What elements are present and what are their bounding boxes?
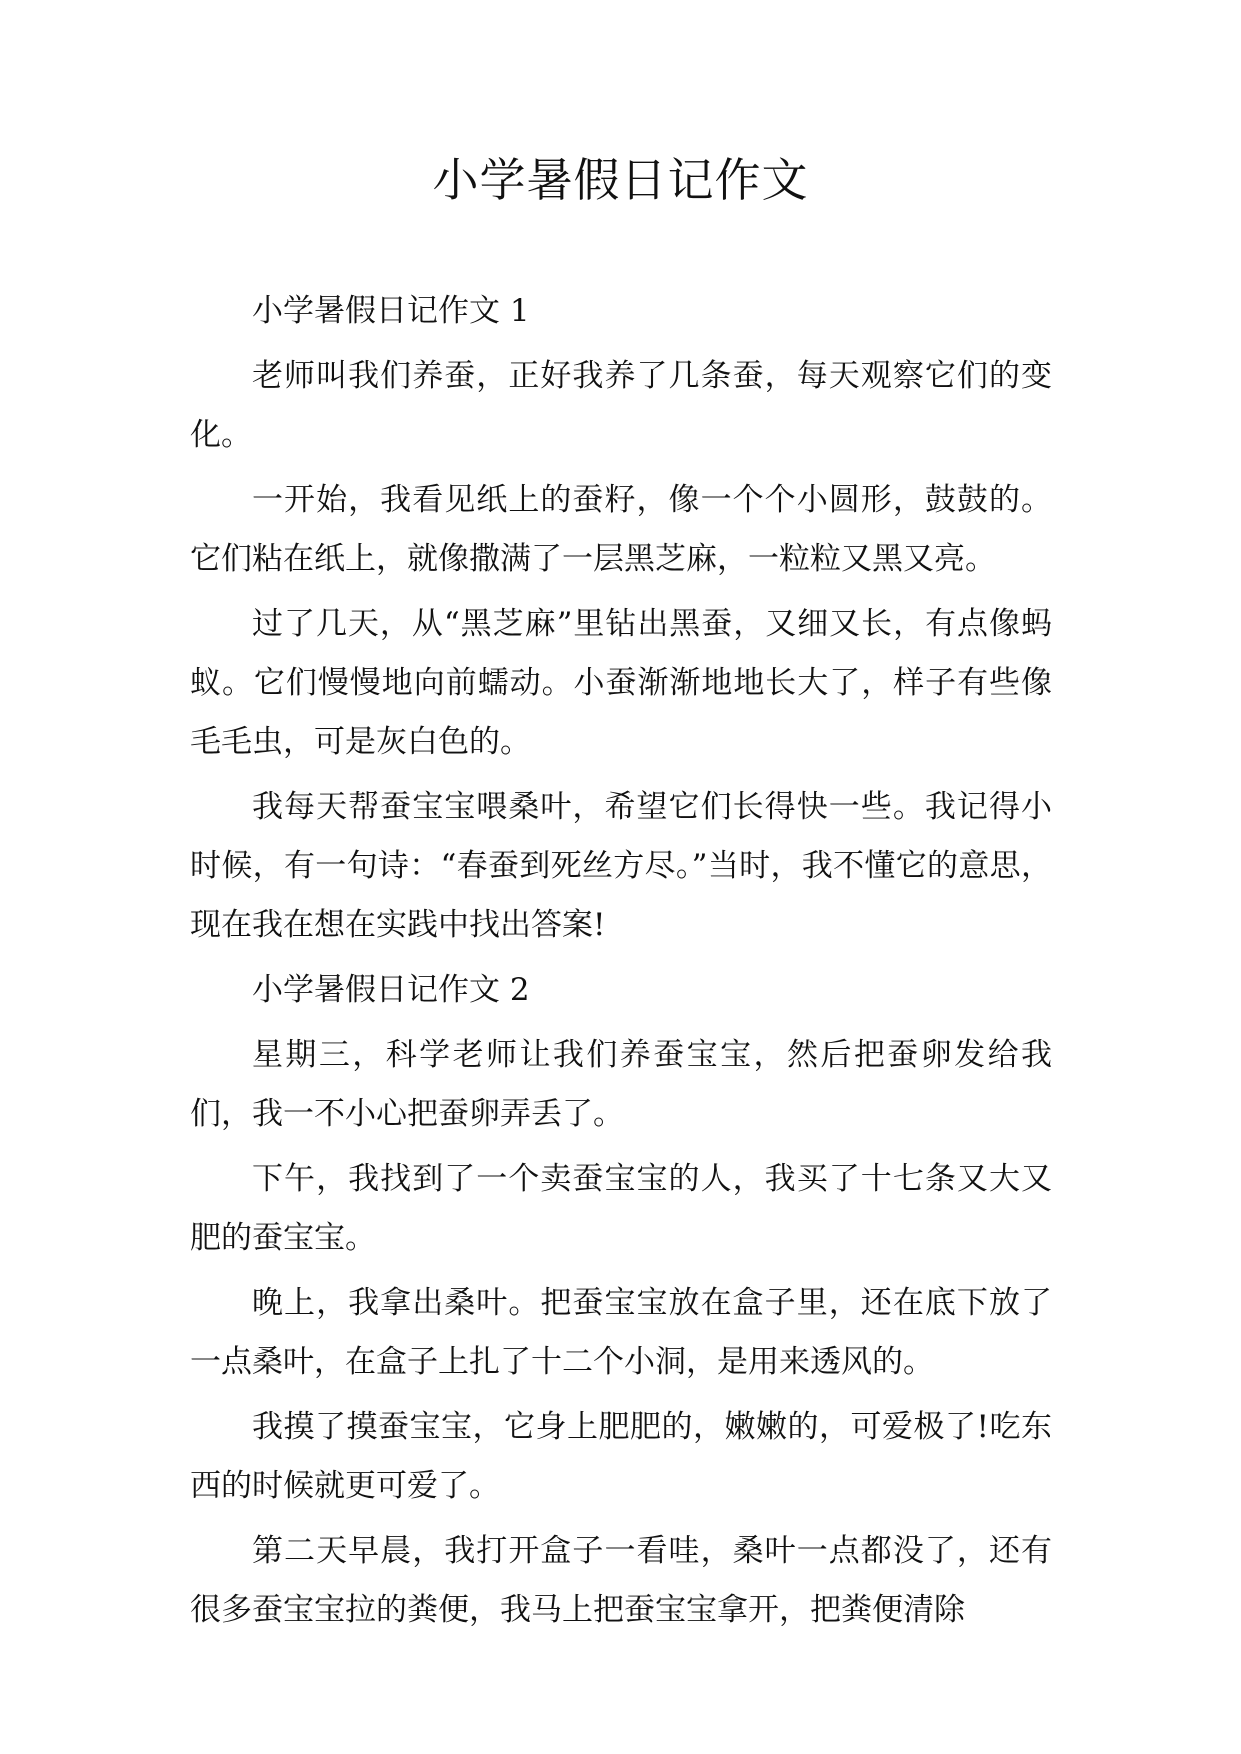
paragraph: 过了几天，从“黑芝麻”里钻出黑蚕，又细又长，有点像蚂蚁。它们慢慢地向前蠕动。小蚕渐渐地地长大了，样子有些像毛毛虫，可是灰白色的。	[190, 606, 1052, 760]
paragraph: 晚上，我拿出桑叶。把蚕宝宝放在盒子里，还在底下放了一点桑叶，在盒子上扎了十二个小洞，是用来透风的。	[190, 1285, 1052, 1380]
paragraph: 老师叫我们养蚕，正好我养了几条蚕，每天观察它们的变化。	[190, 358, 1052, 453]
paragraph: 我摸了摸蚕宝宝，它身上肥肥的，嫩嫩的，可爱极了!吃东西的时候就更可爱了。	[190, 1409, 1052, 1504]
paragraph: 一开始，我看见纸上的蚕籽，像一个个小圆形，鼓鼓的。它们粘在纸上，就像撒满了一层黑芝麻，一粒粒又黑又亮。	[190, 482, 1052, 577]
paragraph: 第二天早晨，我打开盒子一看哇，桑叶一点都没了，还有很多蚕宝宝拉的粪便，我马上把蚕宝宝拿开，把粪便清除	[190, 1533, 1052, 1628]
document-body	[190, 282, 1052, 1646]
section-heading-2: 小学暑假日记作文 2	[252, 972, 530, 1008]
section-heading-1: 小学暑假日记作文 1	[252, 293, 530, 329]
paragraph: 我每天帮蚕宝宝喂桑叶，希望它们长得快一些。我记得小时候，有一句诗：“春蚕到死丝方尽。”当时，我不懂它的意思，现在我在想在实践中找出答案!	[190, 789, 1052, 943]
document-title: 小学暑假日记作文	[432, 153, 809, 207]
paragraph: 星期三，科学老师让我们养蚕宝宝，然后把蚕卵发给我们，我一不小心把蚕卵弄丢了。	[190, 1037, 1052, 1132]
paragraph: 下午，我找到了一个卖蚕宝宝的人，我买了十七条又大又肥的蚕宝宝。	[190, 1161, 1052, 1256]
